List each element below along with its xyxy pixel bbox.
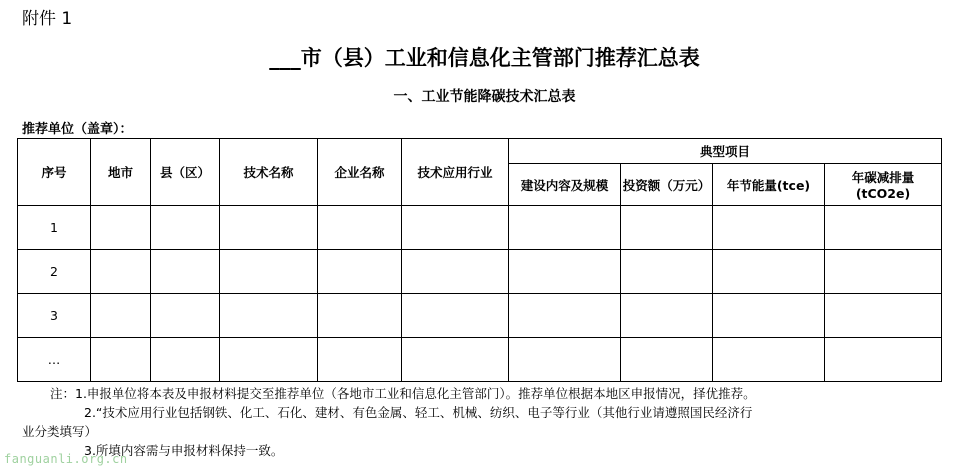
cell[interactable] [825,206,942,250]
table-row [18,338,942,382]
cell[interactable] [825,294,942,338]
cell[interactable] [509,338,621,382]
note-line: 业分类填写） [22,424,98,439]
attachment-label: 附件 1 [22,9,73,29]
page-title: ___市（县）工业和信息化主管部门推荐汇总表 [269,46,700,70]
cell[interactable] [318,338,402,382]
col-header-industry: 技术应用行业 [402,139,509,206]
cell[interactable] [151,294,220,338]
cell[interactable] [621,338,713,382]
cell[interactable] [713,294,825,338]
row-seq: 2 [18,250,91,294]
cell[interactable] [402,338,509,382]
col-header-typical-project: 典型项目 [509,139,942,164]
col-header-county: 县（区） [151,139,220,206]
cell[interactable] [91,294,151,338]
cell[interactable] [151,338,220,382]
cell[interactable] [509,206,621,250]
cell[interactable] [318,250,402,294]
cell[interactable] [402,206,509,250]
cell[interactable] [621,250,713,294]
cell[interactable] [825,250,942,294]
cell[interactable] [509,250,621,294]
watermark: fanguanli.org.cn [4,452,128,466]
cell[interactable] [713,338,825,382]
col-header-energy-saving: 年节能量(tce) [713,164,825,206]
cell[interactable] [151,206,220,250]
cell[interactable] [825,338,942,382]
cell[interactable] [220,250,318,294]
table-row [18,294,942,338]
table-row [18,250,942,294]
cell[interactable] [220,338,318,382]
note-line: 2.“技术应用行业包括钢铁、化工、石化、建材、有色金属、轻工、机械、纺织、电子等行业（其他行业请遵照国民经济行 [84,405,753,420]
col-header-content-scale: 建设内容及规模 [509,164,621,206]
cell[interactable] [318,294,402,338]
cell[interactable] [621,294,713,338]
note-line: 注：1.申报单位将本表及申报材料提交至推荐单位（各地市工业和信息化主管部门）。推荐单位根据本地区申报情况，择优推荐。 [50,386,756,401]
cell[interactable] [91,250,151,294]
row-seq: 1 [18,206,91,250]
cell[interactable] [220,206,318,250]
cell[interactable] [402,294,509,338]
recommending-unit-label: 推荐单位（盖章）： [22,122,133,137]
cell[interactable] [621,206,713,250]
col-header-carbon-reduction: 年碳减排量(tCO2e) [825,164,942,206]
cell[interactable] [509,294,621,338]
col-header-seq: 序号 [18,139,91,206]
table-row [18,206,942,250]
cell[interactable] [91,206,151,250]
row-seq: … [18,338,91,382]
row-seq: 3 [18,294,91,338]
col-header-tech-name: 技术名称 [220,139,318,206]
cell[interactable] [151,250,220,294]
page-subtitle: 一、工业节能降碳技术汇总表 [393,89,576,105]
cell[interactable] [402,250,509,294]
notes-section [22,384,952,460]
col-header-city: 地市 [91,139,151,206]
col-header-investment: 投资额（万元） [621,164,713,206]
summary-table [17,138,942,382]
cell[interactable] [713,250,825,294]
note-line: 3.所填内容需与申报材料保持一致。 [84,443,284,458]
col-header-company-name: 企业名称 [318,139,402,206]
cell[interactable] [220,294,318,338]
cell[interactable] [91,338,151,382]
cell[interactable] [318,206,402,250]
cell[interactable] [713,206,825,250]
